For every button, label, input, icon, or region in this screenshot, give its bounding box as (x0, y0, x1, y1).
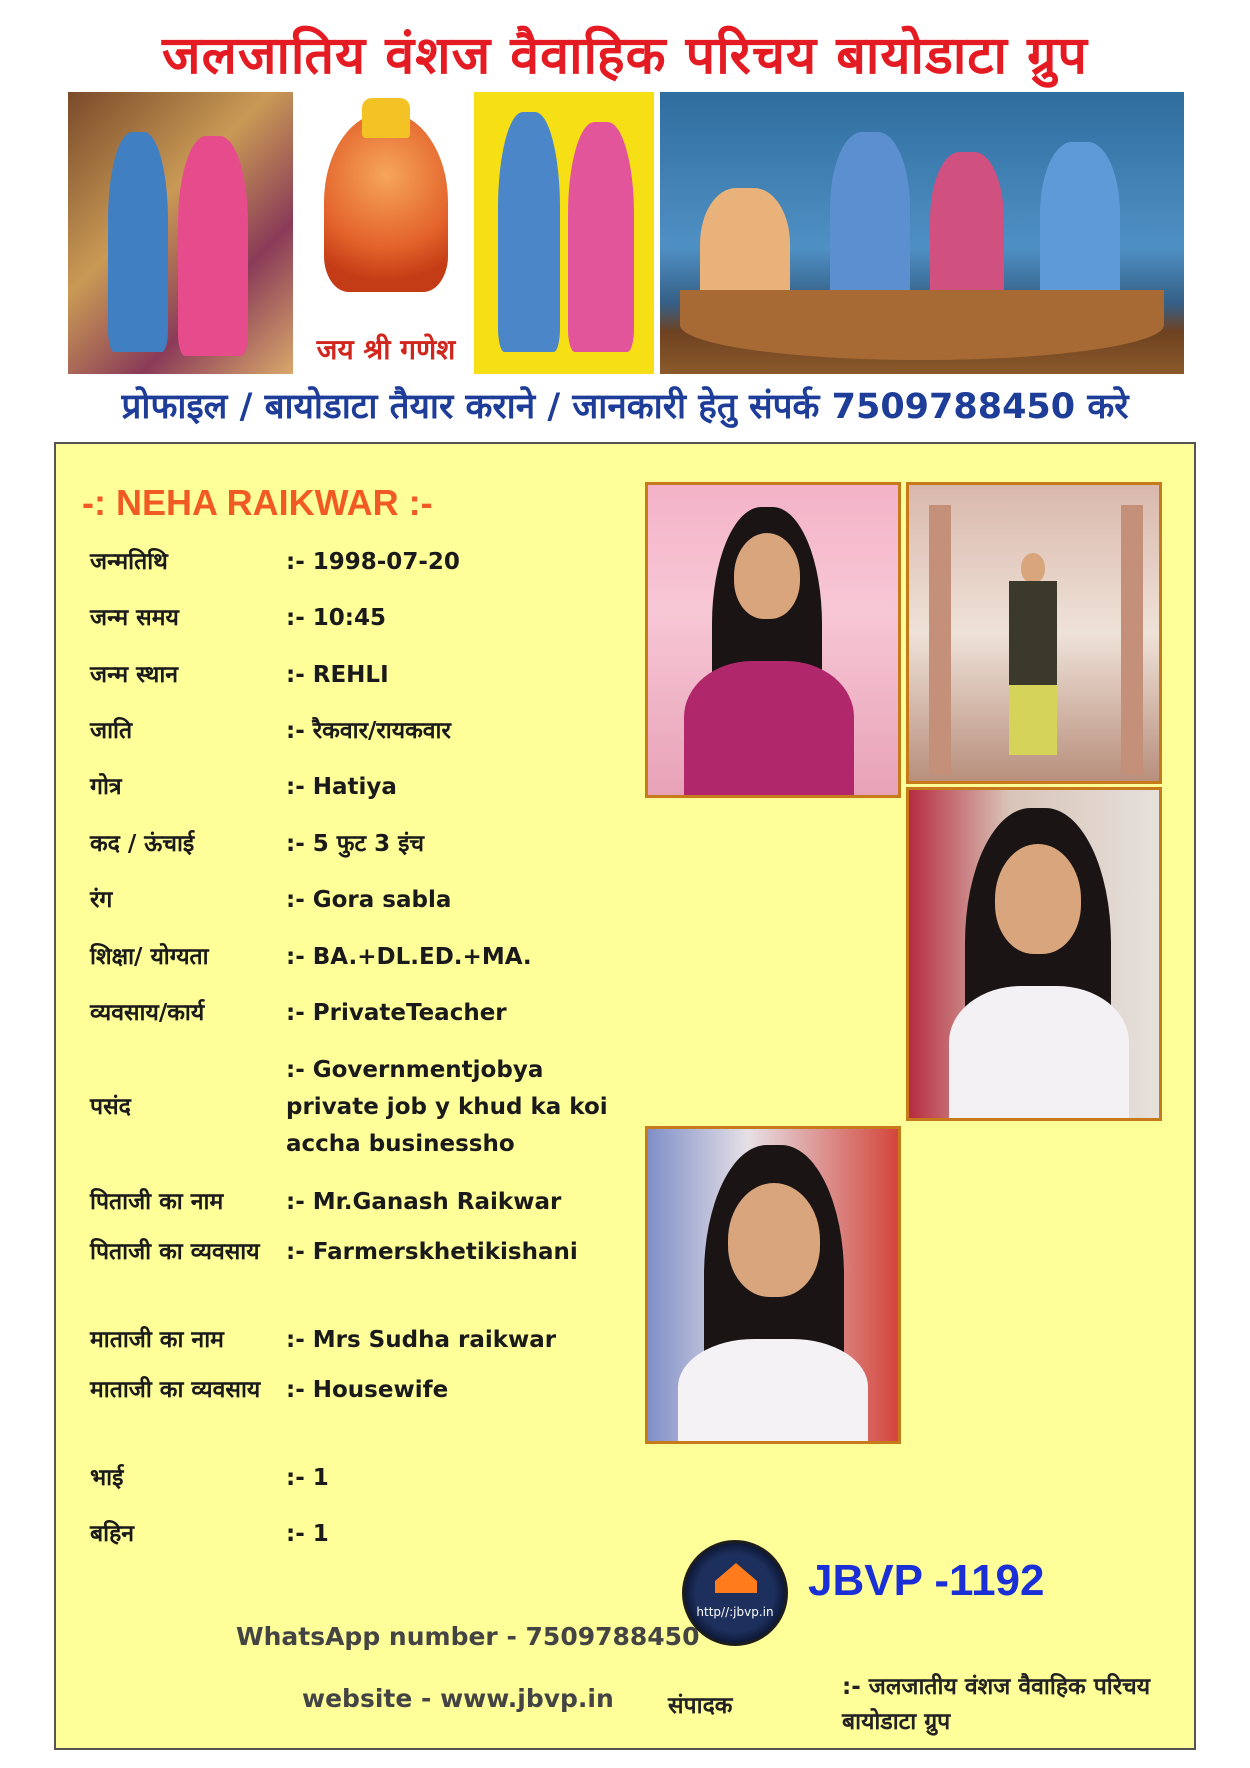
field-row-brothers (90, 1460, 670, 1497)
ganesh-crown (362, 98, 410, 138)
field-value: :- Mr.Ganash Raikwar (286, 1189, 562, 1215)
logo-website-text: http//:jbvp.in (696, 1605, 774, 1619)
page-title: जलजातिय वंशज वैवाहिक परिचय बायोडाटा ग्रुप (162, 26, 1088, 86)
field-row-birth-place (90, 657, 670, 694)
field-label: कद / ऊंचाई (90, 831, 195, 857)
field-row-father-occupation (90, 1234, 670, 1271)
field-value: :- BA.+DL.ED.+MA. (286, 944, 532, 970)
banner-image-ram-sita (474, 92, 654, 374)
field-value: :- 5 फुट 3 इंच (286, 831, 425, 857)
field-value: :- REHLI (286, 662, 389, 688)
field-value: :- रैकवार/रायकवार (286, 718, 451, 744)
editor-name: :- जलजातीय वंशज वैवाहिक परिचय बायोडाटा ग्रुप (842, 1674, 1151, 1735)
field-label: भाई (90, 1465, 124, 1491)
field-row-father-name (90, 1184, 670, 1221)
profile-photo-3 (906, 787, 1162, 1121)
boat-shape (680, 290, 1164, 360)
field-value: :- Hatiya (286, 774, 397, 800)
field-row-height (90, 826, 670, 863)
profile-photo-4 (645, 1126, 901, 1444)
field-row-sisters (90, 1516, 670, 1553)
field-row-occupation (90, 995, 670, 1032)
field-label: माताजी का नाम (90, 1327, 224, 1353)
field-value: :- 1 (286, 1521, 329, 1547)
field-label: पिताजी का नाम (90, 1189, 224, 1215)
field-label: माताजी का व्यवसाय (90, 1377, 261, 1403)
field-value: :- 1998-07-20 (286, 549, 460, 575)
ganesh-figure (324, 112, 448, 292)
banner-image-ram-sita-wedding (68, 92, 293, 374)
whatsapp-number: WhatsApp number - 7509788450 (236, 1622, 700, 1651)
field-value: :- Mrs Sudha raikwar (286, 1327, 557, 1353)
field-label: गोत्र (90, 774, 122, 800)
editor-label: संपादक (668, 1693, 733, 1719)
field-value: :- Housewife (286, 1377, 449, 1403)
house-icon (715, 1563, 757, 1593)
profile-id: JBVP -1192 (808, 1556, 1045, 1605)
field-row-mother-name (90, 1322, 670, 1359)
field-label: पिताजी का व्यवसाय (90, 1239, 260, 1265)
field-row-complexion (90, 882, 670, 919)
field-value: :- 10:45 (286, 605, 386, 631)
field-label: शिक्षा/ योग्यता (90, 944, 209, 970)
field-label: जन्म समय (90, 605, 179, 631)
banner-image-boat-scene (660, 92, 1184, 374)
profile-photo-2 (906, 482, 1162, 784)
field-label: जाति (90, 718, 133, 744)
field-label: रंग (90, 887, 113, 913)
banner-caption: जय श्री गणेश (316, 333, 456, 366)
field-value: :- Gora sabla (286, 887, 452, 913)
field-row-mother-occupation (90, 1372, 670, 1409)
field-label: जन्म स्थान (90, 662, 179, 688)
field-row-birth-time (90, 600, 670, 637)
field-label: पसंद (90, 1093, 131, 1120)
field-label: जन्मतिथि (90, 549, 168, 575)
field-label: बहिन (90, 1521, 135, 1547)
field-row-gotra (90, 769, 670, 806)
profile-name: -: NEHA RAIKWAR :- (82, 482, 433, 523)
field-value: :- PrivateTeacher (286, 1000, 507, 1026)
field-row-dob (90, 544, 670, 581)
field-value: :- Governmentjobya private job y khud ka koi accha businessho (286, 1057, 608, 1157)
contact-banner: प्रोफाइल / बायोडाटा तैयार कराने / जानकारी हेतु संपर्क 7509788450 करे (121, 387, 1129, 427)
profile-photo-1 (645, 482, 901, 798)
field-row-preference (90, 1052, 670, 1162)
field-label: व्यवसाय/कार्य (90, 1000, 205, 1026)
field-row-education (90, 939, 670, 976)
field-row-caste (90, 713, 670, 750)
banner-image-ganesh (302, 92, 470, 374)
website-link[interactable]: website - www.jbvp.in (302, 1684, 614, 1713)
biodata-card (54, 442, 1196, 1750)
field-value: :- Farmerskhetikishani (286, 1239, 578, 1265)
field-value: :- 1 (286, 1465, 329, 1491)
